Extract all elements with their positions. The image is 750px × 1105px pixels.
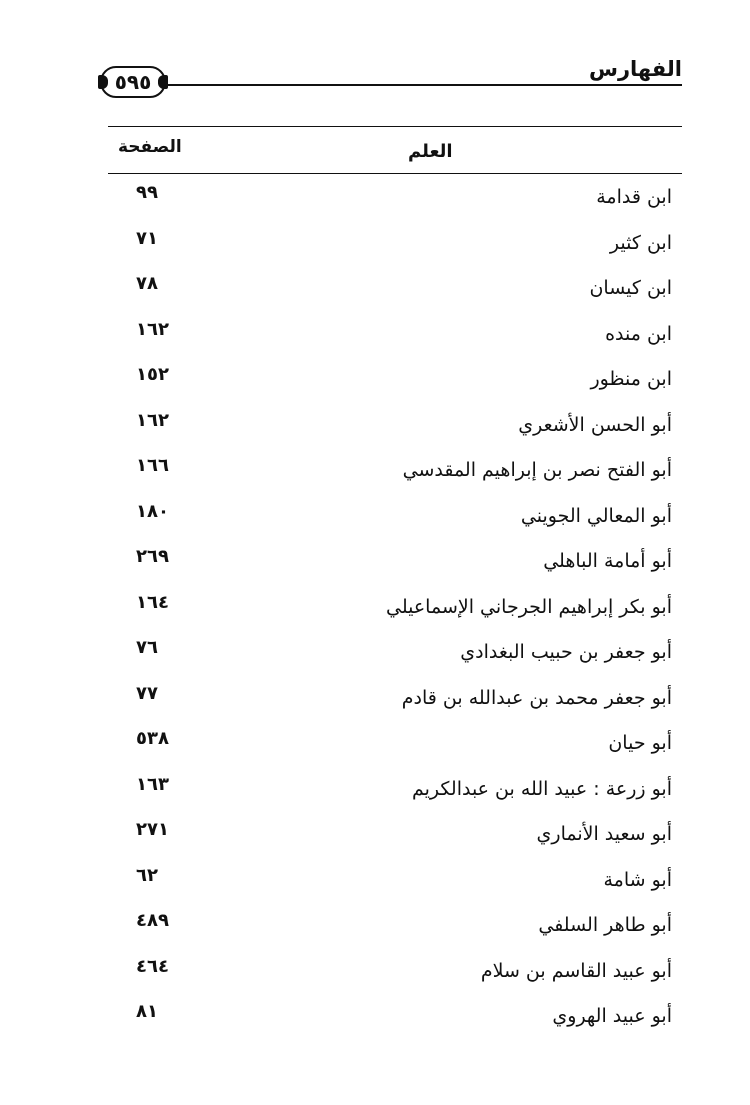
entry-page: ٧٧ (136, 682, 158, 704)
table-row (108, 948, 682, 994)
entry-name: أبو جعفر بن حبيب البغدادي (460, 641, 672, 663)
table-row (108, 675, 682, 721)
entry-name: أبو عبيد القاسم بن سلام (480, 959, 672, 982)
table-row (108, 902, 682, 948)
entry-page: ١٦٦ (136, 455, 169, 476)
entry-page: ٢٧١ (136, 819, 169, 840)
table-row (108, 584, 682, 630)
entry-name: ابن منده (605, 322, 672, 345)
table-header-row (108, 127, 682, 174)
entry-page: ١٦٢ (136, 409, 169, 431)
page-number: ٥٩٥ (114, 70, 152, 94)
entry-page: ٧٦ (136, 637, 158, 658)
entry-name: أبو شامة (603, 868, 672, 891)
table-row (108, 311, 682, 357)
header-rule (168, 84, 682, 86)
table-row (108, 220, 682, 266)
entry-name: أبو سعيد الأنماري (536, 823, 672, 845)
entry-name: ابن قدامة (596, 186, 672, 208)
entry-page: ٤٦٤ (136, 955, 169, 977)
table-row (108, 265, 682, 311)
entry-name: ابن كيسان (589, 277, 672, 299)
entry-name: أبو الحسن الأشعري (518, 413, 672, 436)
entry-page: ٤٨٩ (136, 910, 169, 931)
entry-name: أبو عبيد الهروي (552, 1005, 672, 1027)
entry-name: أبو بكر إبراهيم الجرجاني الإسماعيلي (385, 595, 672, 618)
entry-name: أبو أمامة الباهلي (543, 550, 672, 572)
table-row (108, 402, 682, 448)
table-row (108, 811, 682, 857)
running-head (100, 54, 682, 94)
entry-page: ٥٣٨ (136, 728, 169, 749)
section-title: الفهارس (588, 57, 682, 81)
entry-page: ١٥٢ (136, 364, 169, 385)
page-column-header: الصفحة (118, 137, 182, 157)
entry-name: أبو طاهر السلفي (538, 914, 672, 936)
table-row (108, 629, 682, 675)
entry-name: أبو جعفر محمد بن عبدالله بن قادم (401, 686, 672, 709)
table-row (108, 493, 682, 539)
index-table (108, 126, 682, 1039)
entry-page: ٩٩ (136, 182, 158, 203)
entry-page: ٦٢ (136, 864, 158, 886)
name-column-header: العلم (408, 141, 453, 162)
entry-page: ١٦٣ (136, 773, 169, 795)
table-row (108, 720, 682, 766)
table-row (108, 857, 682, 903)
table-row (108, 766, 682, 812)
entry-name: ابن منظور (590, 368, 672, 390)
entry-page: ١٨٠ (136, 500, 169, 522)
table-row (108, 174, 682, 220)
entry-page: ٢٦٩ (136, 546, 169, 567)
entry-page: ٧١ (136, 227, 158, 249)
entry-page: ٨١ (136, 1001, 158, 1022)
table-row (108, 447, 682, 493)
entry-name: أبو زرعة : عبيد الله بن عبدالكريم (412, 777, 672, 800)
table-rows (108, 174, 682, 1039)
page-number-badge (100, 66, 166, 98)
entry-page: ٧٨ (136, 273, 158, 294)
entry-name: أبو الفتح نصر بن إبراهيم المقدسي (402, 459, 672, 481)
table-row (108, 993, 682, 1039)
table-row (108, 356, 682, 402)
entry-name: أبو حيان (608, 732, 672, 754)
entry-page: ١٦٤ (136, 591, 169, 613)
table-row (108, 538, 682, 584)
entry-name: ابن كثير (609, 231, 672, 254)
entry-name: أبو المعالي الجويني (520, 504, 672, 527)
entry-page: ١٦٢ (136, 318, 169, 340)
